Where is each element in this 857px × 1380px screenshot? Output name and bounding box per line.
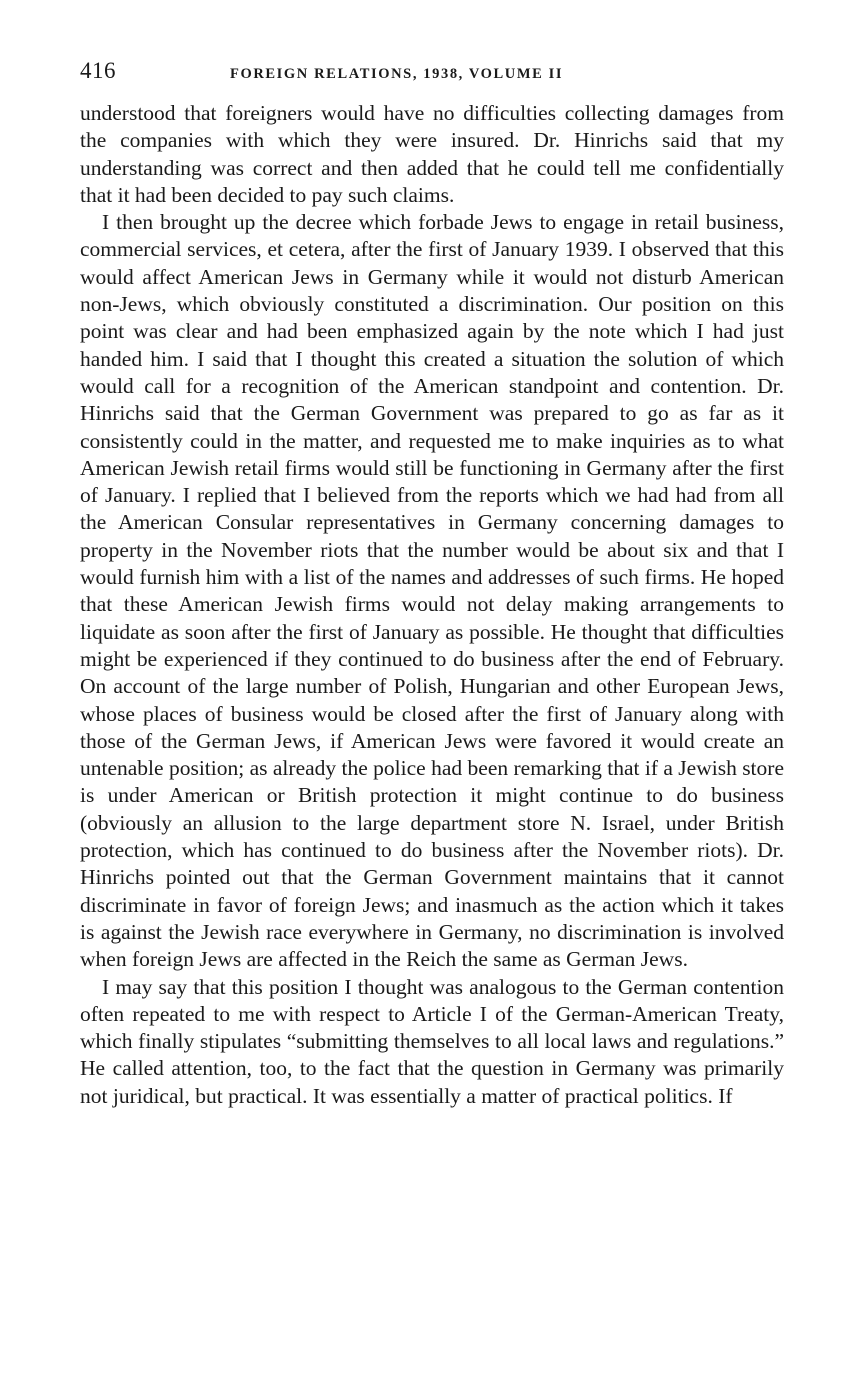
paragraph: I may say that this position I thought was analogous to the German contention often repeated to me with respect to Article I of the German-American Treaty, which finally stipulates “submitting themselves to all local laws and regulations.” He called attention, too, to the fact that the question in Germany was primarily not juridical, but practical. It was essentially a matter of practical politics. If [80,974,784,1108]
document-page [80,58,784,1110]
running-title: FOREIGN RELATIONS, 1938, VOLUME II [230,66,564,82]
paragraph: I then brought up the decree which forbade Jews to engage in retail business, commercial services, et cetera, after the first of January 1939. I observed that this would affect American Jews in Germany while it would not disturb American non-Jews, which obviously constituted a discrimination. Our position on this point was clear and had been emphasized again by the note which I had just handed him. I said that I thought this created a situation the solution of which would call for a recognition of the American standpoint and contention. Dr. Hinrichs said that the German Government was prepared to go as far as it consistently could in the matter, and requested me to make inquiries as to what American Jewish retail firms would still be functioning in Germany after the first of January. I replied that I believed from the reports which we had had from all the American Consular representatives in Germany concerning damages to property in the November riots that the number would be about six and that I would furnish him with a list of the names and addresses of such firms. He hoped that these American Jewish firms would not delay making arrangements to liquidate as soon after the first of January as possible. He thought that difficulties might be experienced if they continued to do business after the end of February. On account of the large number of Polish, Hungarian and other European Jews, whose places of business would be closed after the first of January along with those of the German Jews, if American Jews were favored it would create an untenable position; as already the police had been remarking that if a Jewish store is under American or British protection it might continue to do business (obviously an allusion to the large department store N. Israel, under British protection, which has continued to do business after the November riots). Dr. Hinrichs pointed out that the German Government maintains that it cannot discriminate in favor of foreign Jews; and inasmuch as the action which it takes is against the Jewish race everywhere in Germany, no discrimination is involved when foreign Jews are affected in the Reich the same as German Jews. [80,210,784,972]
page-number: 416 [80,58,116,83]
running-head [80,58,784,92]
paragraph-continued: understood that foreigners would have no difficulties collecting damages from the companies with which they were insured. Dr. Hinrichs said that my understanding was correct and then added that he could tell me confidentially that it had been decided to pay such claims. [80,101,784,207]
body-text [80,100,784,1110]
